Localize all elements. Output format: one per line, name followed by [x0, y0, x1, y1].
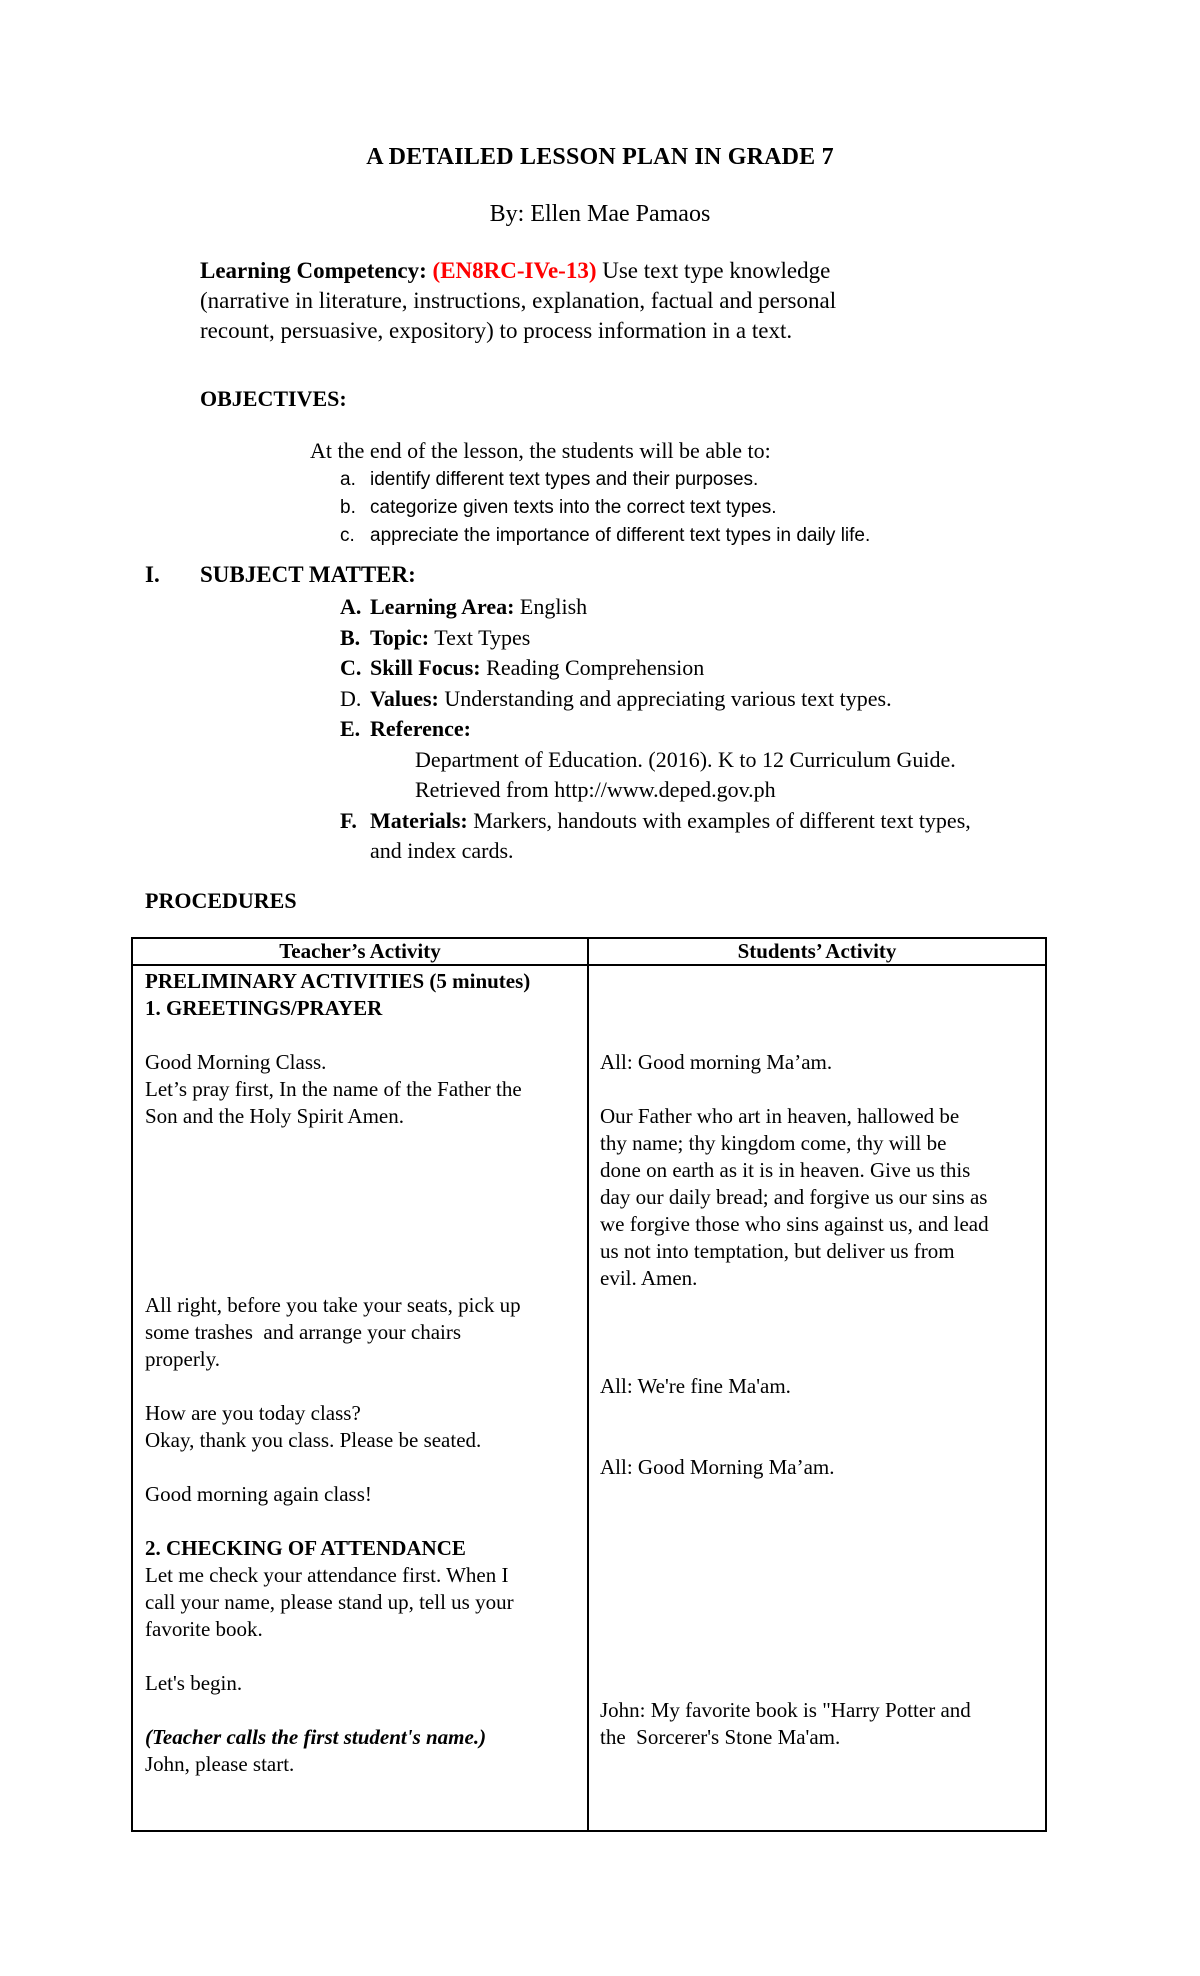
teacher-activity-line: [145, 1211, 583, 1238]
student-activity-line: day our daily bread; and forgive us our sins as: [600, 1185, 988, 1209]
student-activity-line: [600, 995, 1041, 1022]
student-activity-line: Our Father who art in heaven, hallowed be: [600, 1104, 960, 1128]
objective-marker: b.: [340, 497, 356, 518]
student-activity-line: All: We're fine Ma'am.: [600, 1374, 791, 1398]
teacher-activity-line: 2. CHECKING OF ATTENDANCE: [145, 1536, 466, 1560]
student-activity-line: [600, 1670, 1041, 1697]
subject-matter-numeral: I.: [145, 562, 160, 587]
subject-matter-item: C. Skill Focus: Reading Comprehension: [340, 653, 1080, 684]
student-activity-line: thy name; thy kingdom come, thy will be: [600, 1131, 947, 1155]
teacher-activity-line: [145, 1130, 583, 1157]
teacher-activity-line: [145, 1373, 583, 1400]
teacher-activity-line: (Teacher calls the first student's name.): [145, 1725, 487, 1749]
students-activity-cell: [589, 966, 1045, 1830]
teacher-activity-line: call your name, please stand up, tell us your: [145, 1590, 514, 1614]
student-activity-line: [600, 1535, 1041, 1562]
subject-matter-label: Reference:: [370, 716, 471, 741]
objective-text: identify different text types and their purposes.: [370, 469, 759, 490]
teacher-activity-line: 1. GREETINGS/PRAYER: [145, 996, 383, 1020]
objective-item: [340, 466, 870, 494]
student-activity-line: [600, 1319, 1041, 1346]
teacher-activity-line: [145, 1022, 583, 1049]
learning-competency-line: [200, 256, 1100, 286]
subject-matter-item: and index cards.: [370, 838, 514, 863]
objective-text: appreciate the importance of different text types in daily life.: [370, 525, 871, 546]
learning-competency-label: Learning Competency:: [200, 258, 427, 283]
student-activity-line: [600, 1292, 1041, 1319]
subject-matter-letter: D.: [340, 685, 362, 711]
subject-matter-letter: B.: [340, 624, 361, 650]
student-activity-line: [600, 1427, 1041, 1454]
student-activity-line: [600, 1508, 1041, 1535]
teacher-activity-line: Let’s pray first, In the name of the Father the: [145, 1077, 522, 1101]
student-activity-line: we forgive those who sins against us, and lead: [600, 1212, 989, 1236]
teacher-activity-line: some trashes and arrange your chairs: [145, 1320, 462, 1344]
teacher-activity-line: All right, before you take your seats, pick up: [145, 1293, 521, 1317]
subject-matter-letter: A.: [340, 594, 362, 619]
subject-matter-label: Skill Focus:: [370, 655, 481, 680]
student-activity-line: [600, 1616, 1041, 1643]
subject-matter-item: A. Learning Area: English: [340, 592, 1080, 623]
student-activity-line: [600, 1562, 1041, 1589]
student-activity-line: [600, 1481, 1041, 1508]
teacher-activity-line: favorite book.: [145, 1617, 263, 1641]
subject-matter-letter: F.: [340, 807, 357, 833]
procedures-table: [131, 937, 1047, 1832]
learning-competency-text: Use text type knowledge: [602, 258, 831, 283]
student-activity-line: All: Good morning Ma’am.: [600, 1050, 833, 1074]
teacher-activity-line: Good morning again class!: [145, 1482, 372, 1506]
subject-matter-label: Learning Area:: [370, 594, 515, 619]
subject-matter-item: B. Topic: Text Types: [340, 623, 1080, 654]
subject-matter-heading: [145, 562, 416, 588]
document-byline: By: Ellen Mae Pamaos: [489, 201, 711, 227]
table-header-students: Students’ Activity: [737, 939, 897, 963]
subject-matter-label: Values:: [370, 685, 439, 711]
teacher-activity-line: [145, 1643, 583, 1670]
procedures-heading: PROCEDURES: [145, 888, 297, 913]
document-title: A DETAILED LESSON PLAN IN GRADE 7: [366, 144, 834, 170]
subject-matter-label: Topic:: [370, 624, 430, 650]
subject-matter-item: Department of Education. (2016). K to 12 Curriculum Guide.: [415, 746, 956, 772]
objective-marker: c.: [340, 525, 355, 546]
subject-matter-title: SUBJECT MATTER:: [200, 562, 416, 587]
teacher-activity-line: [145, 1184, 583, 1211]
subject-matter-letter: E.: [340, 716, 361, 741]
teacher-activity-line: Okay, thank you class. Please be seated.: [145, 1428, 482, 1452]
objective-marker: a.: [340, 469, 356, 490]
teacher-activity-line: Good Morning Class.: [145, 1050, 327, 1074]
table-header-teacher: Teacher’s Activity: [133, 939, 589, 964]
student-activity-line: us not into temptation, but deliver us from: [600, 1239, 955, 1263]
teacher-activity-line: Let me check your attendance first. When I: [145, 1563, 509, 1587]
teacher-activity-line: Son and the Holy Spirit Amen.: [145, 1104, 404, 1128]
objective-item: [340, 522, 870, 550]
teacher-activity-line: John, please start.: [145, 1752, 295, 1776]
subject-matter-item: F. Materials: Markers, handouts with examples of different text types,: [340, 806, 1080, 837]
teacher-activity-line: [145, 1697, 583, 1724]
subject-matter-item: D. Values: Understanding and appreciating various text types.: [340, 684, 1080, 715]
learning-competency-paragraph: [200, 256, 1100, 346]
teacher-activity-line: How are you today class?: [145, 1401, 361, 1425]
subject-matter-list: [340, 592, 1080, 867]
teacher-activity-line: PRELIMINARY ACTIVITIES (5 minutes): [145, 969, 531, 993]
student-activity-line: evil. Amen.: [600, 1266, 698, 1290]
student-activity-line: All: Good Morning Ma’am.: [600, 1455, 835, 1479]
student-activity-line: done on earth as it is in heaven. Give us this: [600, 1158, 971, 1182]
student-activity-line: the Sorcerer's Stone Ma'am.: [600, 1725, 841, 1749]
student-activity-line: [600, 1022, 1041, 1049]
subject-matter-item: [340, 714, 1080, 745]
objective-text: categorize given texts into the correct text types.: [370, 497, 777, 518]
student-activity-line: [600, 1589, 1041, 1616]
student-activity-line: [600, 1400, 1041, 1427]
subject-matter-letter: C.: [340, 655, 362, 680]
teacher-activity-line: [145, 1265, 583, 1292]
competency-code: (EN8RC-IVe-13): [432, 258, 597, 283]
student-activity-line: John: My favorite book is "Harry Potter and: [600, 1698, 971, 1722]
student-activity-line: [600, 1643, 1041, 1670]
teacher-activity-line: [145, 1157, 583, 1184]
teacher-activity-cell: [133, 966, 589, 1830]
teacher-activity-line: Let's begin.: [145, 1671, 243, 1695]
objectives-list: [340, 466, 870, 550]
objectives-heading: OBJECTIVES:: [200, 386, 347, 411]
objective-item: [340, 494, 870, 522]
table-body-row: [133, 966, 1045, 1830]
subject-matter-item: Retrieved from http://www.deped.gov.ph: [415, 777, 776, 802]
teacher-activity-line: [145, 1454, 583, 1481]
learning-competency-line: (narrative in literature, instructions, explanation, factual and personal: [200, 288, 837, 313]
teacher-activity-line: [145, 1508, 583, 1535]
student-activity-line: [600, 968, 1041, 995]
subject-matter-label: Materials:: [370, 807, 468, 833]
student-activity-line: [600, 1076, 1041, 1103]
learning-competency-line: recount, persuasive, expository) to process information in a text.: [200, 318, 793, 343]
teacher-activity-line: properly.: [145, 1347, 221, 1371]
table-header-row: [133, 939, 1045, 966]
student-activity-line: [600, 1346, 1041, 1373]
teacher-activity-line: [145, 1238, 583, 1265]
objectives-intro: At the end of the lesson, the students will be able to:: [310, 438, 771, 463]
